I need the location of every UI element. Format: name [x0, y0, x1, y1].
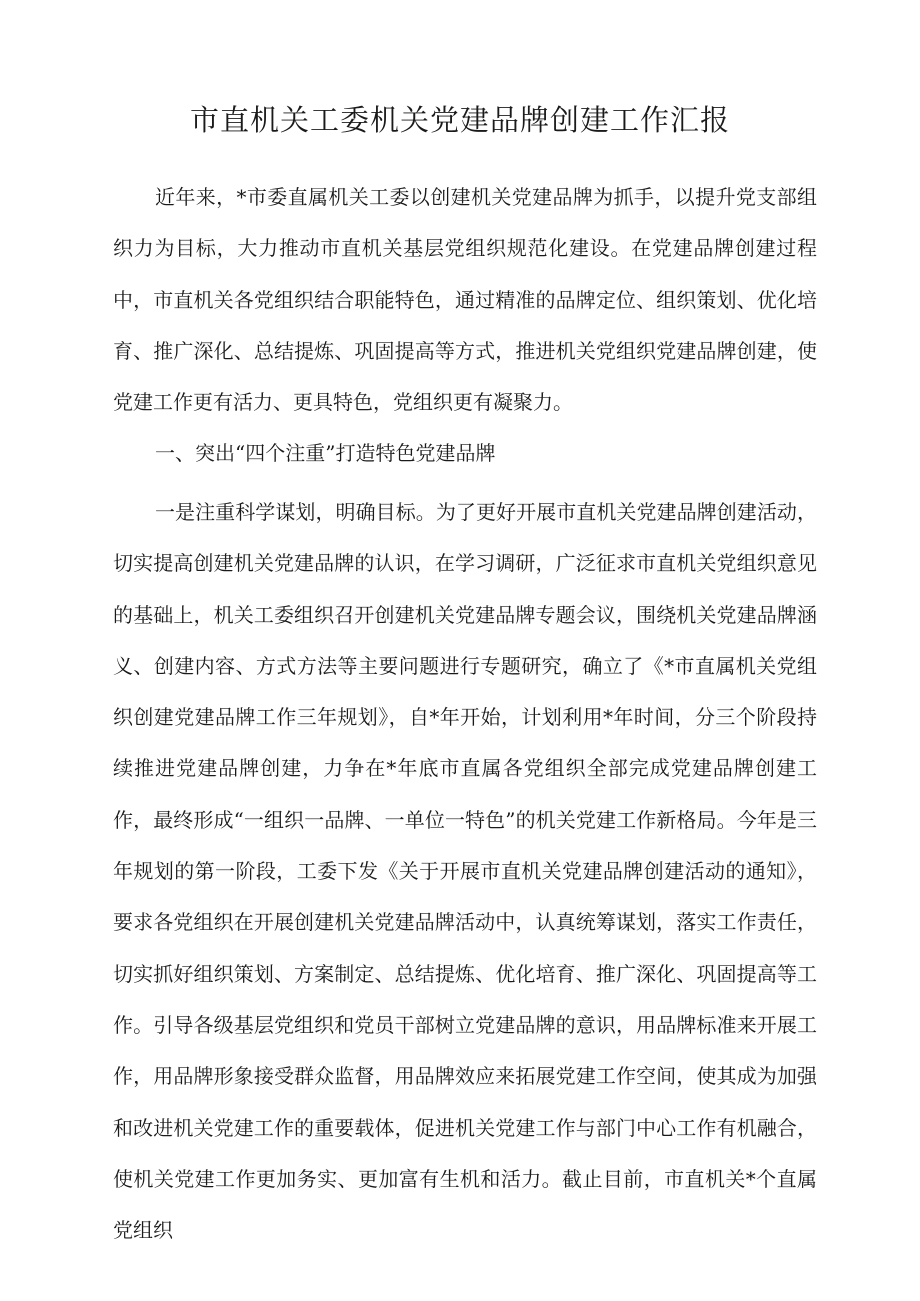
body-paragraph: 一是注重科学谋划，明确目标。为了更好开展市直机关党建品牌创建活动，切实提高创建机关党建品牌的认识，在学习调研，广泛征求市直机关党组织意见的基础上，机关工委组织召开创建机关党建品牌专题会议，围绕机关党建品牌涵义、创建内容、方式方法等主要问题进行专题研究，确立了《*市直属机关党组织创建党建品牌工作三年规划》，自*年开始，计划利用*年时间，分三个阶段持续推进党建品牌创建，力争在*年底市直属各党组织全部完成党建品牌创建工作，最终形成“一组织一品牌、一单位一特色”的机关党建工作新格局。今年是三年规划的第一阶段，工委下发《关于开展市直机关党建品牌创建活动的通知》，要求各党组织在开展创建机关党建品牌活动中，认真统筹谋划，落实工作责任，切实抓好组织策划、方案制定、总结提炼、优化培育、推广深化、巩固提高等工作。引导各级基层党组织和党员干部树立党建品牌的意识，用品牌标准来开展工作，用品牌形象接受群众监督，用品牌效应来拓展党建工作空间，使其成为加强和改进机关党建工作的重要载体，促进机关党建工作与部门中心工作有机融合，使机关党建工作更加务实、更加富有生机和活力。截止目前，市直机关*个直属党组织 — [113, 500, 817, 1243]
section-heading: 一、突出“四个注重”打造特色党建品牌 — [155, 441, 496, 465]
intro-paragraph: 近年来，*市委直属机关工委以创建机关党建品牌为抓手，以提升党支部组织力为目标，大力推动市直机关基层党组织规范化建设。在党建品牌创建过程中，市直机关各党组织结合职能特色，通过精准的品牌定位、组织策划、优化培育、推广深化、总结提炼、巩固提高等方式，推进机关党组织党建品牌创建，使党建工作更有活力、更具特色，党组织更有凝聚力。 — [113, 185, 817, 415]
document-title: 市直机关工委机关党建品牌创建工作汇报 — [189, 103, 730, 137]
